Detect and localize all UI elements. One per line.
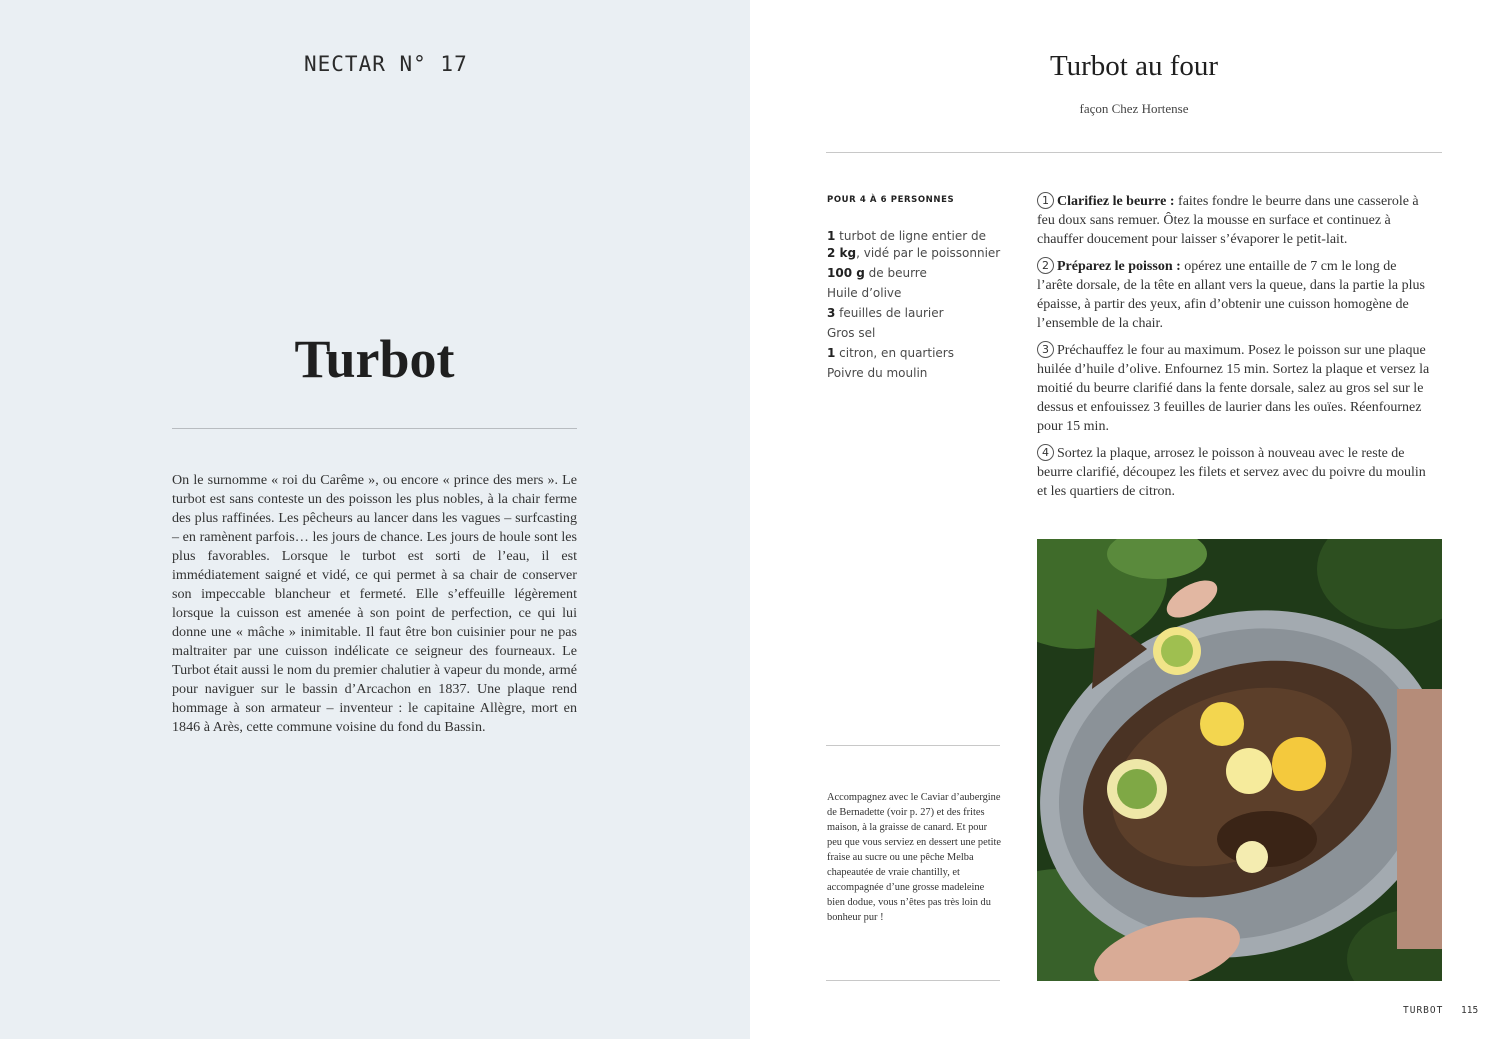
step-text: opérez une entaille de 7 cm le long de l’arête dorsale, de la tête en allant vers la queue, dans la partie la plus épaisse, à partir des yeux, afin d’obtenir une cuisson homogène de l’ensemble de la chair. xyxy=(1037,259,1425,331)
ingredient-quantity: 2 kg xyxy=(827,246,857,260)
series-label: NECTAR N° 17 xyxy=(304,52,468,76)
recipe-step xyxy=(1037,444,1433,501)
ingredient-quantity: 3 xyxy=(827,306,836,320)
ingredient-item xyxy=(827,325,1007,342)
ingredient-quantity: 100 g xyxy=(827,266,865,280)
ingredient-text: feuilles de laurier xyxy=(835,306,944,320)
ingredient-text: turbot de ligne entier de xyxy=(835,229,986,243)
ingredient-quantity: 1 xyxy=(827,229,836,243)
ingredient-item xyxy=(827,305,1007,322)
divider xyxy=(826,152,1442,153)
recipe-subtitle: façon Chez Hortense xyxy=(1079,101,1189,116)
step-number: 3 xyxy=(1037,341,1054,358)
chapter-title: Turbot xyxy=(294,329,455,389)
step-title: Clarifiez le beurre : xyxy=(1057,194,1175,209)
ingredient-text: , vidé par le poissonnier xyxy=(856,246,1001,260)
intro-paragraph: On le surnomme « roi du Carême », ou encore « prince des mers ». Le turbot est sans conteste un des poisson les plus nobles, à la chair ferme des plus raffinées. Les pêcheurs au lancer dans les vagues – surfcasting – en ramènent parfois… les jours de chance. Les jours de houle sont les plus favorables. Lorsque le turbot est sorti de l’eau, il est immédiatement saigné et vidé, ce qui permet à sa chair de conserver son impeccable blancheur et fermeté. Elle s’effeuille légèrement lorsque la cuisson est amenée à son point de perfection, ce qui lui donne une « mâche » inimitable. Il faut être bon cuisinier pour ne pas maltraiter par une cuisson indélicate ce seigneur des fourneaux. Le Turbot était aussi le nom du premier chalutier à vapeur du monde, armé pour naviguer sur le bassin d’Arcachon en 1837. Une plaque rend hommage à son armateur – inventeur : le capitaine Allègre, mort en 1846 à Arès, cette commune voisine du fond du Bassin. xyxy=(172,472,577,735)
ingredient-item xyxy=(827,265,1007,282)
recipe-step xyxy=(1037,341,1433,436)
recipe-step xyxy=(1037,192,1433,249)
ingredient-item xyxy=(827,228,1007,262)
side-note: Accompagnez avec le Caviar d’aubergine de Bernadette (voir p. 27) et des frites maison, à la graisse de canard. Et pour peu que vous serviez en dessert une petite fraise au sucre ou une pêche Melba chapeautée de vraie chantilly, et accompagnée d’une grosse madeleine bien dodue, vous n’êtes pas très loin du bonheur pur ! xyxy=(827,792,1001,923)
step-number: 1 xyxy=(1037,192,1054,209)
ingredient-item xyxy=(827,345,1007,362)
ingredient-text: Gros sel xyxy=(827,326,876,340)
step-number: 4 xyxy=(1037,444,1054,461)
page-number: 115 xyxy=(1461,1005,1479,1016)
ingredient-text: Huile d’olive xyxy=(827,286,902,300)
running-footer: TURBOT xyxy=(1403,1005,1444,1016)
divider xyxy=(826,980,1000,981)
servings-label: POUR 4 À 6 PERSONNES xyxy=(827,195,955,205)
step-title: Préparez le poisson : xyxy=(1057,259,1181,274)
turbot-photo xyxy=(1037,539,1442,981)
recipe-step xyxy=(1037,257,1433,333)
ingredient-text: citron, en quartiers xyxy=(835,346,954,360)
ingredient-text: Poivre du moulin xyxy=(827,366,928,380)
ingredient-text: de beurre xyxy=(864,266,927,280)
recipe-title: Turbot au four xyxy=(1049,50,1219,82)
step-text: Préchauffez le four au maximum. Posez le poisson sur une plaque huilée d’huile d’olive. Enfournez 15 min. Sortez la plaque et versez la moitié du beurre clarifié dans la fente dorsale, salez au gros sel sur le dessus et enfouissez 3 feuilles de laurier dans les ouïes. Réenfournez pour 15 min. xyxy=(1037,343,1430,434)
divider xyxy=(172,428,577,429)
ingredient-list xyxy=(827,228,1007,385)
recipe-steps xyxy=(1037,192,1433,509)
step-number: 2 xyxy=(1037,257,1054,274)
turbot-photo-illustration xyxy=(1037,539,1442,981)
divider xyxy=(826,745,1000,746)
ingredient-item xyxy=(827,365,1007,382)
ingredient-quantity: 1 xyxy=(827,346,836,360)
step-text: Sortez la plaque, arrosez le poisson à nouveau avec le reste de beurre clarifié, découpez les filets et servez avec du poivre du moulin et les quartiers de citron. xyxy=(1037,446,1426,499)
step-text: faites fondre le beurre dans une casserole à feu doux sans remuer. Ôtez la mousse en surface et continuez à chauffer doucement pour laisser s’évaporer le petit-lait. xyxy=(1037,194,1419,247)
ingredient-item xyxy=(827,285,1007,302)
